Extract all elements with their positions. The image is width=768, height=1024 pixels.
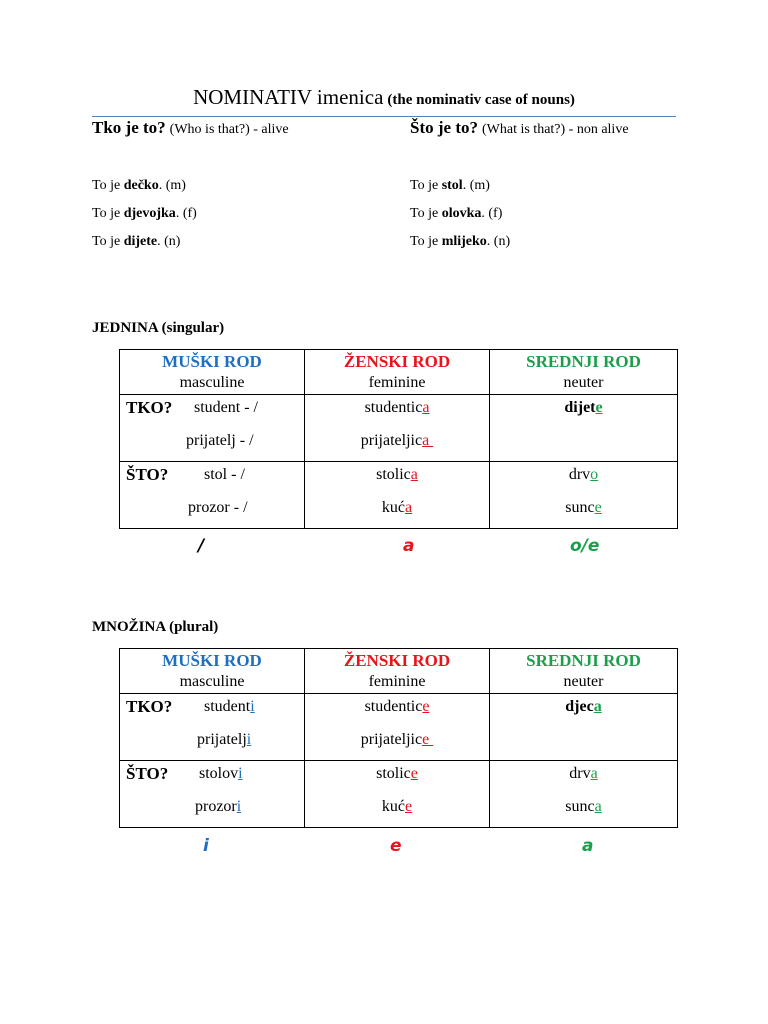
table-row-sto xyxy=(120,761,678,828)
example-word: dečko xyxy=(123,178,159,193)
noun-ending: i xyxy=(246,731,252,748)
header-name: MUŠKI ROD xyxy=(162,352,262,371)
noun-form: stolica xyxy=(376,466,418,483)
page-title xyxy=(0,85,768,110)
cell-neuter xyxy=(490,462,678,529)
header-masculine xyxy=(120,649,305,694)
noun-ending: e xyxy=(594,499,602,516)
example-prefix: To je xyxy=(410,234,439,249)
section-title-text: MNOŽINA xyxy=(92,619,166,635)
header-name: MUŠKI ROD xyxy=(162,651,262,670)
ending-neuter-singular: o/e xyxy=(570,536,600,556)
header-name: ŽENSKI ROD xyxy=(343,651,451,670)
singular-table xyxy=(119,349,678,529)
example-prefix: To je xyxy=(92,206,121,221)
example-prefix: To je xyxy=(92,178,121,193)
noun-form: dijete xyxy=(564,399,603,416)
question-alive-note: (Who is that?) - alive xyxy=(169,122,289,137)
header-sub: feminine xyxy=(368,374,426,391)
cell-feminine xyxy=(305,462,490,529)
noun-form: student - / xyxy=(194,399,258,416)
noun-form: studentica xyxy=(364,399,430,416)
example-word: djevojka xyxy=(123,206,176,221)
cell-neuter xyxy=(490,694,678,761)
example-prefix: To je xyxy=(410,206,439,221)
example-sentence: To je mlijeko. (n) xyxy=(410,234,511,249)
noun-form: kuća xyxy=(381,499,413,516)
cell-feminine xyxy=(305,761,490,828)
noun-form: stol - / xyxy=(204,466,245,483)
noun-ending: a xyxy=(590,765,598,782)
noun-ending: a xyxy=(405,499,413,516)
noun-form: prijateljice xyxy=(360,731,434,748)
noun-ending: e xyxy=(405,798,413,815)
table-row-tko xyxy=(120,395,678,462)
section-title-note: (plural) xyxy=(169,619,219,635)
example-sentence: To je dijete. (n) xyxy=(92,234,181,249)
row-label-tko: TKO? xyxy=(126,398,173,417)
title-divider xyxy=(92,116,676,117)
noun-form: djeca xyxy=(565,698,602,715)
noun-ending: o xyxy=(590,466,599,483)
header-neuter xyxy=(490,350,678,395)
noun-ending: i xyxy=(238,765,243,782)
row-label-sto: ŠTO? xyxy=(126,764,169,783)
cell-neuter xyxy=(490,395,678,462)
question-nonalive-note: (What is that?) - non alive xyxy=(481,122,629,137)
header-masculine xyxy=(120,350,305,395)
example-word: mlijeko xyxy=(441,234,487,249)
header-name: ŽENSKI ROD xyxy=(343,352,451,371)
cell-masculine xyxy=(120,761,305,828)
noun-form: prozor - / xyxy=(188,499,248,516)
cell-feminine xyxy=(305,395,490,462)
ending-feminine-singular: a xyxy=(403,536,415,556)
section-title-note: (singular) xyxy=(161,320,225,336)
example-gender: (f) xyxy=(182,206,197,221)
cell-masculine xyxy=(120,694,305,761)
example-sentence: To je stol. (m) xyxy=(410,178,490,193)
noun-form: prozori xyxy=(195,798,242,815)
header-sub: masculine xyxy=(179,374,245,391)
noun-form: stolovi xyxy=(199,765,243,782)
example-gender: (m) xyxy=(165,178,186,193)
noun-ending: e xyxy=(422,731,434,748)
ending-masculine-plural: i xyxy=(203,836,209,856)
noun-ending: e xyxy=(422,698,430,715)
ending-feminine-plural: e xyxy=(390,836,402,856)
noun-ending: a xyxy=(410,466,418,483)
header-feminine xyxy=(305,350,490,395)
noun-form: kuće xyxy=(381,798,413,815)
question-alive-text: Tko je to? xyxy=(92,118,166,137)
cell-masculine xyxy=(120,462,305,529)
section-title-plural xyxy=(92,619,218,636)
example-word: dijete xyxy=(123,234,158,249)
noun-ending: a xyxy=(594,798,602,815)
example-gender: (n) xyxy=(164,234,181,249)
header-sub: neuter xyxy=(563,374,604,391)
example-prefix: To je xyxy=(92,234,121,249)
row-label-sto: ŠTO? xyxy=(126,465,169,484)
plural-table xyxy=(119,648,678,828)
noun-ending: a xyxy=(593,698,602,715)
noun-ending: i xyxy=(236,798,242,815)
example-word: stol xyxy=(441,178,463,193)
question-nonalive xyxy=(410,118,629,138)
table-row-tko xyxy=(120,694,678,761)
noun-form: prijatelj - / xyxy=(186,432,254,449)
noun-form: prijateljica xyxy=(360,432,434,449)
example-gender: (n) xyxy=(493,234,511,249)
noun-ending: e xyxy=(595,399,603,416)
header-sub: neuter xyxy=(563,673,604,690)
question-nonalive-text: Što je to? xyxy=(410,118,478,137)
noun-ending: e xyxy=(410,765,418,782)
section-title-text: JEDNINA xyxy=(92,320,158,336)
row-label-tko: TKO? xyxy=(126,697,173,716)
noun-ending: a xyxy=(422,399,430,416)
example-prefix: To je xyxy=(410,178,439,193)
noun-form: drva xyxy=(569,765,598,782)
noun-form: studenti xyxy=(204,698,255,715)
noun-ending: a xyxy=(422,432,434,449)
header-name: SREDNJI ROD xyxy=(526,651,641,670)
example-word: olovka xyxy=(441,206,482,221)
noun-form: drvo xyxy=(568,466,599,483)
example-sentence: To je olovka. (f) xyxy=(410,206,503,221)
table-header-row xyxy=(120,649,678,694)
cell-feminine xyxy=(305,694,490,761)
section-title-singular xyxy=(92,320,224,337)
title-sub: (the nominativ case of nouns) xyxy=(387,92,575,108)
question-alive xyxy=(92,118,289,138)
example-gender: (f) xyxy=(488,206,503,221)
noun-ending: i xyxy=(250,698,255,715)
header-name: SREDNJI ROD xyxy=(526,352,641,371)
ending-neuter-plural: a xyxy=(582,836,594,856)
example-sentence: To je dečko. (m) xyxy=(92,178,186,193)
noun-form: sunce xyxy=(565,499,602,516)
header-sub: feminine xyxy=(368,673,426,690)
example-sentence: To je djevojka. (f) xyxy=(92,206,197,221)
noun-form: studentice xyxy=(364,698,430,715)
table-row-sto xyxy=(120,462,678,529)
header-neuter xyxy=(490,649,678,694)
example-gender: (m) xyxy=(469,178,490,193)
header-feminine xyxy=(305,649,490,694)
header-sub: masculine xyxy=(179,673,245,690)
title-main: NOMINATIV imenica xyxy=(193,85,384,109)
cell-masculine xyxy=(120,395,305,462)
cell-neuter xyxy=(490,761,678,828)
noun-form: sunca xyxy=(565,798,602,815)
noun-form: stolice xyxy=(376,765,418,782)
table-header-row xyxy=(120,350,678,395)
noun-form: prijatelji xyxy=(197,731,252,748)
ending-masculine-singular: / xyxy=(198,536,205,556)
